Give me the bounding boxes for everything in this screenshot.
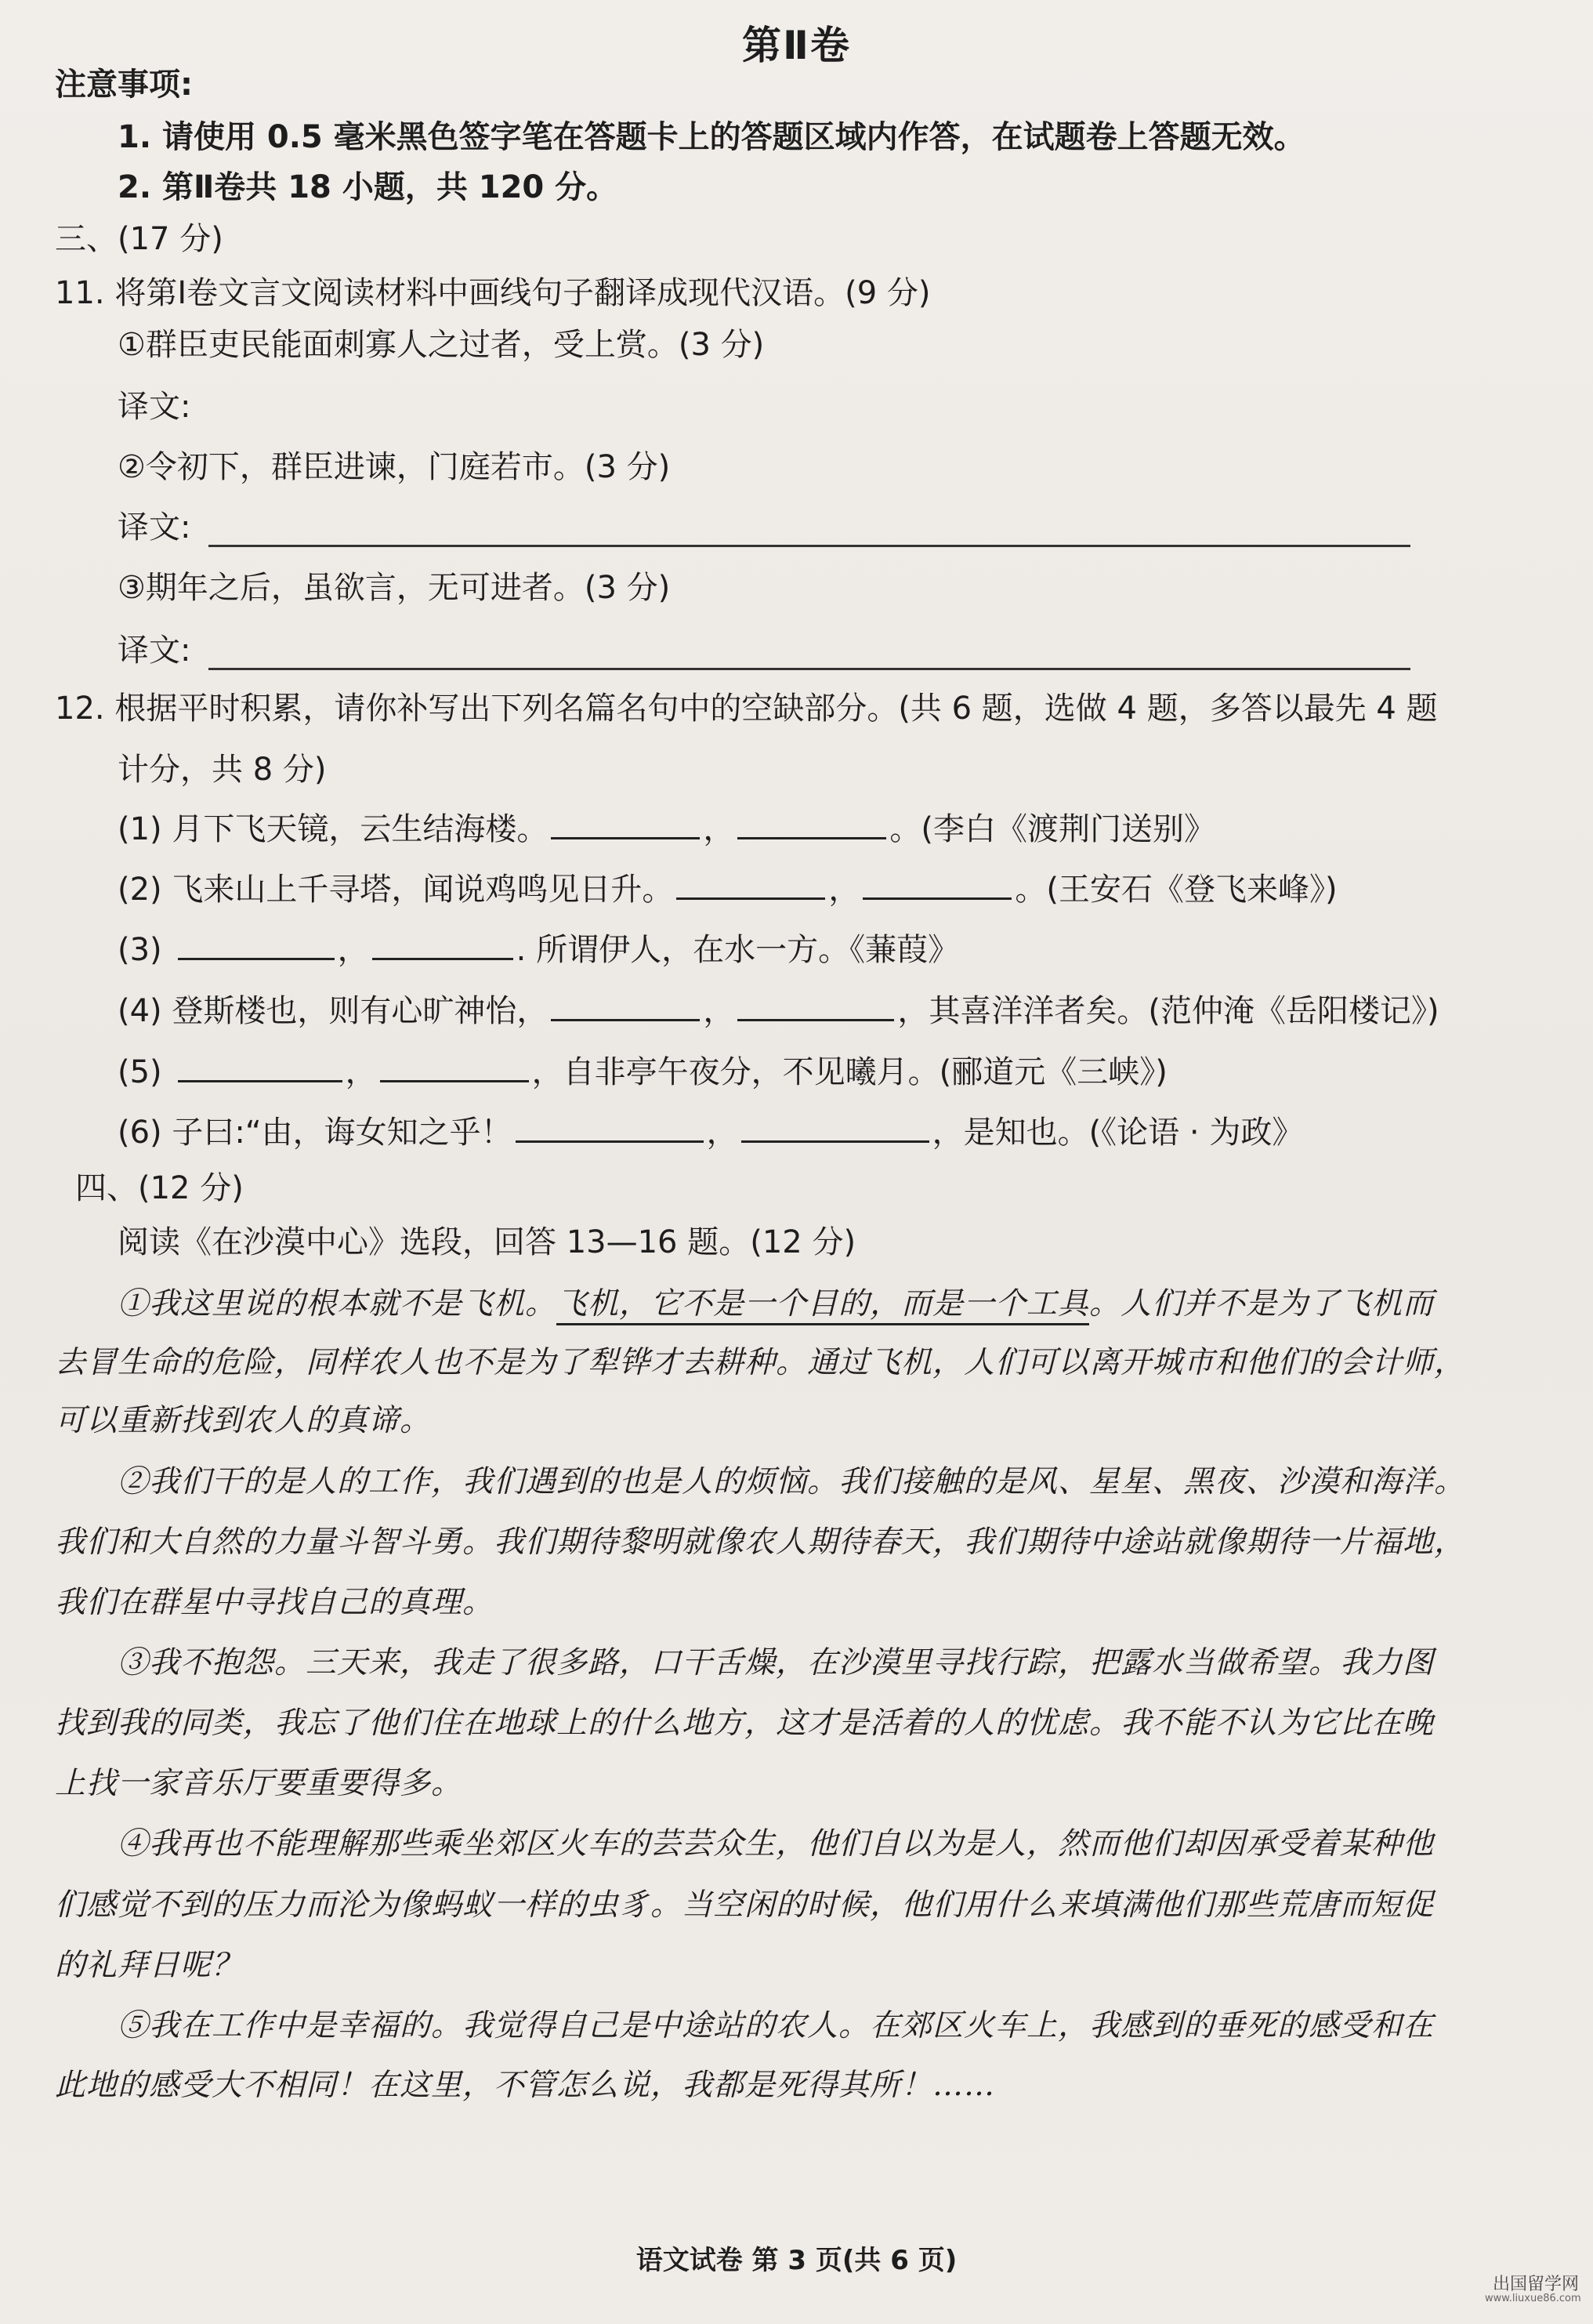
passage-p4-line-2: 们感觉不到的压力而沦为像蚂蚁一样的虫豸。当空闲的时候，他们用什么来填满他们那些荒唐而短促 [55,1887,1435,1923]
passage-p2-line-1: ②我们干的是人的工作，我们遇到的也是人的烦恼。我们接触的是风、星星、黑夜、沙漠和海洋。 [118,1464,1466,1499]
q12-item-5-blank-b [380,1079,529,1082]
section-3-heading: 三、(17 分) [55,221,223,257]
passage-p3-line-3: 上找一家音乐厅要重要得多。 [55,1766,463,1801]
q12-item-1-blank-a [551,836,700,839]
site-watermark [1485,2275,1579,2313]
passage-p1-line-2: 去冒生命的危险，同样农人也不是为了犁铧才去耕种。通过飞机，人们可以离开城市和他们的会计师， [55,1345,1466,1380]
q12-item-1-text: (1) 月下飞天镜，云生结海楼。 [118,811,548,847]
passage-p5-line-1: ⑤我在工作中是幸福的。我觉得自己是中途站的农人。在郊区火车上，我感到的垂死的感受和在 [118,2008,1435,2043]
q12-item-6-blank-a [516,1140,704,1143]
q11-answer-label-3: 译文: [118,633,191,669]
q12-stem-line-2: 计分，共 8 分) [118,752,327,788]
passage-p3-line-2: 找到我的同类，我忘了他们住在地球上的什么地方，这才是活着的人的忧虑。我不能不认为它比在晚 [55,1706,1435,1741]
q12-item-4-blank-b [737,1018,894,1021]
q12-item-4-source: ，其喜洋洋者矣。(范仲淹《岳阳楼记》) [897,993,1439,1029]
notice-item-1: 1. 请使用 0.5 毫米黑色签字笔在答题卡上的答题区域内作答，在试题卷上答题无效。 [118,119,1305,155]
q12-item-4: (4) 登斯楼也，则有心旷神怡， ， ，其喜洋洋者矣。(范仲淹《岳阳楼记》) [118,993,1439,1029]
reading-intro: 阅读《在沙漠中心》选段，回答 13—16 题。(12 分) [118,1224,856,1260]
q12-item-2-blank-b [863,897,1012,900]
q11-sentence-1: ①群臣吏民能面刺寡人之过者，受上赏。(3 分) [118,327,765,363]
passage-p1-line-1: ①我这里说的根本就不是飞机。飞机，它不是一个目的，而是一个工具。人们并不是为了飞机而 [118,1288,1434,1322]
passage-underlined-sentence: 飞机，它不是一个目的，而是一个工具 [556,1286,1089,1325]
q12-stem-line-1: 12. 根据平时积累，请你补写出下列名篇名句中的空缺部分。(共 6 题，选做 4 题，多答以最先 4 题 [55,691,1438,727]
passage-p4-line-3: 的礼拜日呢？ [55,1948,244,1983]
q12-item-3-blank-a [178,957,335,960]
q11-sentence-2: ②令初下，群臣进谏，门庭若市。(3 分) [118,449,671,485]
q11-answer-label-1: 译文: [118,389,191,425]
watermark-name: 出国留学网 [1492,2275,1579,2294]
q11-stem: 11. 将第Ⅰ卷文言文阅读材料中画线句子翻译成现代汉语。(9 分) [55,275,931,311]
q12-item-5-source: ，自非亭午夜分，不见曦月。(郦道元《三峡》) [531,1054,1168,1090]
q12-item-2-blank-a [676,897,825,900]
q12-item-3-num: (3) [118,932,162,968]
page-title: 第Ⅱ卷 [742,23,851,68]
q12-item-4-text: (4) 登斯楼也，则有心旷神怡， [118,993,548,1029]
page-footer: 语文试卷 第 3 页(共 6 页) [635,2245,958,2276]
q12-item-6: (6) 子曰:“由，诲女知之乎！ ， ，是知也。(《论语 · 为政》 [118,1115,1304,1151]
q12-item-5-num: (5) [118,1054,162,1090]
passage-p5-line-2: 此地的感受大不相同！在这里，不管怎么说，我都是死得其所！…… [55,2068,996,2103]
passage-p1-line-3: 可以重新找到农人的真谛。 [55,1403,432,1438]
q12-item-5-blank-a [178,1079,342,1082]
notice-item-2: 2. 第Ⅱ卷共 18 小题，共 120 分。 [118,169,618,205]
q11-answer-label-2: 译文: [118,509,191,546]
q12-item-1: (1) 月下飞天镜，云生结海楼。 ， 。(李白《渡荆门送别》 [118,811,1215,847]
q12-item-2-text: (2) 飞来山上千寻塔，闻说鸡鸣见日升。 [118,872,674,908]
passage-p2-line-3: 我们在群星中寻找自己的真理。 [55,1585,494,1620]
q12-item-6-source: ，是知也。(《论语 · 为政》 [932,1115,1304,1151]
q11-sentence-3: ③期年之后，虽欲言，无可进者。(3 分) [118,570,671,606]
q12-item-1-blank-b [737,836,886,839]
q12-item-3: (3) ， . 所谓伊人，在水一方。《蒹葭》 [118,932,960,968]
q12-item-6-blank-b [741,1140,929,1143]
passage-p3-line-1: ③我不抱怨。三天来，我走了很多路，口干舌燥，在沙漠里寻找行踪，把露水当做希望。我力图 [118,1645,1435,1680]
passage-p4-line-1: ④我再也不能理解那些乘坐郊区火车的芸芸众生，他们自以为是人，然而他们却因承受着某种他 [118,1826,1435,1862]
q11-answer-line-2 [208,545,1410,547]
q12-item-1-source: 。(李白《渡荆门送别》 [889,811,1215,847]
q12-item-6-text: (6) 子曰:“由，诲女知之乎！ [118,1115,512,1151]
q12-item-2-source: 。(王安石《登飞来峰》) [1015,872,1338,908]
passage-p2-line-2: 我们和大自然的力量斗智斗勇。我们期待黎明就像农人期待春天，我们期待中途站就像期待一片福地， [55,1525,1466,1560]
section-4-heading: 四、(12 分) [75,1170,244,1206]
q12-item-3-blank-b [372,957,513,960]
q12-item-2: (2) 飞来山上千寻塔，闻说鸡鸣见日升。 ， 。(王安石《登飞来峰》) [118,872,1338,908]
q12-item-4-blank-a [551,1018,700,1021]
watermark-url: www.liuxue86.com [1485,2293,1581,2305]
notice-heading: 注意事项: [55,67,193,103]
q11-answer-line-3 [208,668,1410,670]
q12-item-5: (5) ， ，自非亭午夜分，不见曦月。(郦道元《三峡》) [118,1054,1168,1090]
q12-item-3-source: . 所谓伊人，在水一方。《蒹葭》 [516,932,960,968]
